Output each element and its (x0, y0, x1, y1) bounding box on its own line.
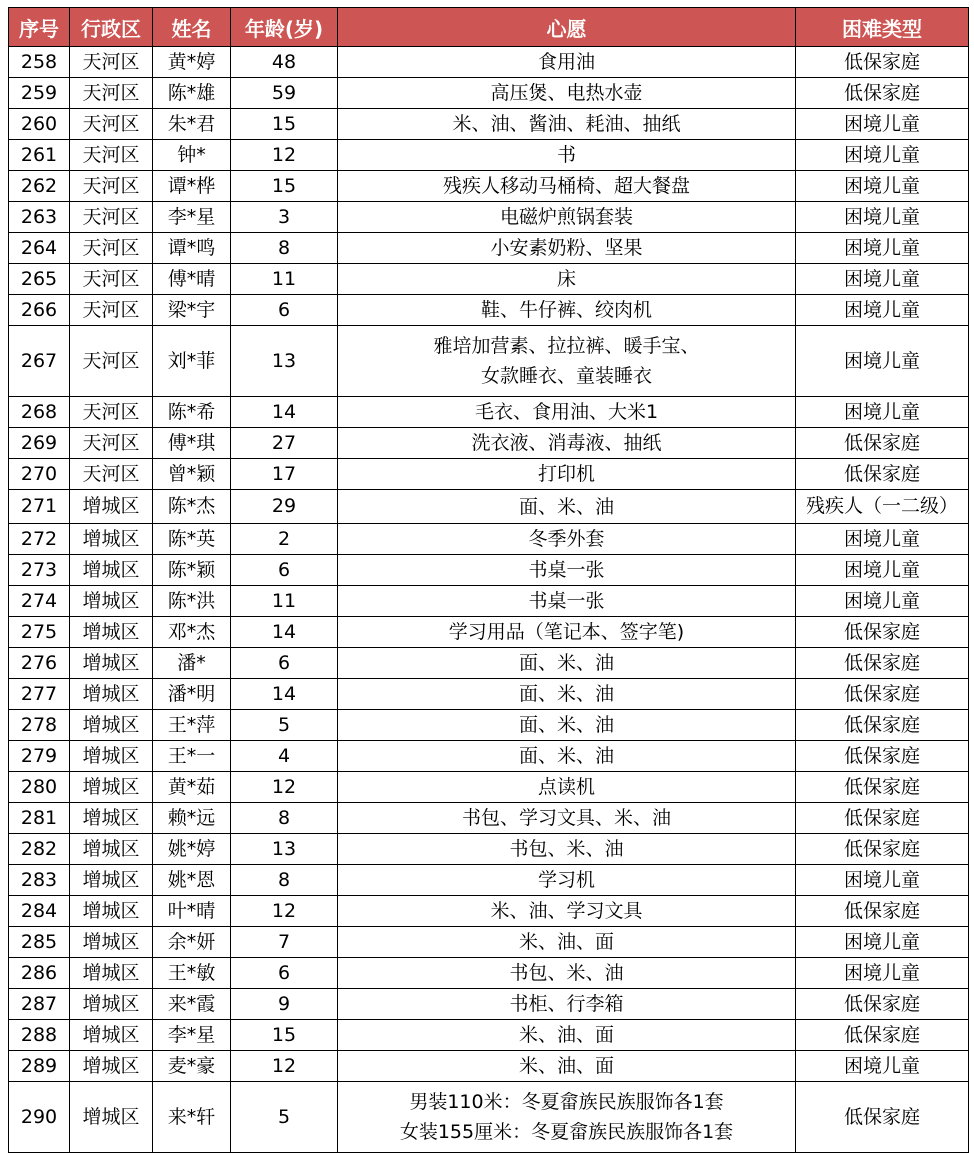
cell-wish (338, 865, 796, 896)
cell-wish (338, 109, 796, 140)
table-body (9, 47, 969, 1153)
wish-line: 米、油、面 (518, 1024, 614, 1046)
cell-no: 261 (9, 140, 70, 171)
cell-type: 低保家庭 (796, 648, 969, 679)
header-name: 姓名 (153, 8, 231, 47)
cell-wish (338, 772, 796, 803)
cell-district: 天河区 (70, 264, 153, 295)
cell-name: 傅*琪 (153, 428, 231, 459)
cell-district: 增城区 (70, 1051, 153, 1082)
cell-name: 梁*宇 (153, 295, 231, 326)
cell-district: 增城区 (70, 648, 153, 679)
cell-no: 287 (9, 989, 70, 1020)
wish-line: 点读机 (537, 776, 595, 798)
cell-wish (338, 459, 796, 490)
table-row (9, 233, 969, 264)
cell-age: 15 (231, 171, 338, 202)
cell-type: 困境儿童 (796, 326, 969, 397)
cell-age: 12 (231, 772, 338, 803)
cell-no: 282 (9, 834, 70, 865)
table-row (9, 326, 969, 397)
cell-type: 困境儿童 (796, 958, 969, 989)
header-age: 年龄(岁) (231, 8, 338, 47)
cell-age: 14 (231, 397, 338, 428)
wish-line: 书柜、行李箱 (509, 993, 624, 1015)
cell-district: 增城区 (70, 524, 153, 555)
cell-name: 潘* (153, 648, 231, 679)
cell-wish (338, 958, 796, 989)
cell-name: 姚*恩 (153, 865, 231, 896)
cell-type: 低保家庭 (796, 47, 969, 78)
wish-line: 电磁炉煎锅套装 (499, 206, 633, 228)
table-row (9, 1051, 969, 1082)
cell-wish (338, 989, 796, 1020)
cell-name: 黄*婷 (153, 47, 231, 78)
cell-name: 来*轩 (153, 1082, 231, 1153)
cell-no: 270 (9, 459, 70, 490)
cell-wish (338, 927, 796, 958)
cell-no: 263 (9, 202, 70, 233)
cell-name: 陈*杰 (153, 490, 231, 524)
cell-age: 15 (231, 109, 338, 140)
wish-line: 书包、米、油 (509, 838, 624, 860)
cell-district: 天河区 (70, 47, 153, 78)
table-row (9, 896, 969, 927)
cell-type: 困境儿童 (796, 171, 969, 202)
cell-type: 残疾人（一二级） (796, 490, 969, 524)
cell-type: 困境儿童 (796, 140, 969, 171)
cell-type: 低保家庭 (796, 772, 969, 803)
cell-wish (338, 264, 796, 295)
cell-no: 286 (9, 958, 70, 989)
cell-type: 困境儿童 (796, 202, 969, 233)
cell-type: 低保家庭 (796, 1082, 969, 1153)
table-row (9, 47, 969, 78)
cell-district: 增城区 (70, 1020, 153, 1051)
table-row (9, 78, 969, 109)
cell-wish (338, 490, 796, 524)
cell-age: 5 (231, 1082, 338, 1153)
cell-district: 增城区 (70, 741, 153, 772)
table-row (9, 109, 969, 140)
table-row (9, 741, 969, 772)
cell-type: 低保家庭 (796, 989, 969, 1020)
cell-no: 273 (9, 555, 70, 586)
wish-line: 残疾人移动马桶椅、超大餐盘 (442, 175, 690, 197)
cell-district: 天河区 (70, 459, 153, 490)
cell-no: 265 (9, 264, 70, 295)
cell-age: 6 (231, 555, 338, 586)
wish-line: 冬季外套 (528, 528, 605, 550)
cell-district: 增城区 (70, 490, 153, 524)
wish-line: 学习机 (537, 869, 595, 891)
cell-age: 59 (231, 78, 338, 109)
cell-wish (338, 1082, 796, 1153)
cell-wish (338, 710, 796, 741)
cell-age: 11 (231, 264, 338, 295)
cell-name: 姚*婷 (153, 834, 231, 865)
cell-wish (338, 397, 796, 428)
cell-district: 增城区 (70, 834, 153, 865)
cell-no: 281 (9, 803, 70, 834)
table-row (9, 679, 969, 710)
cell-type: 困境儿童 (796, 233, 969, 264)
cell-type: 低保家庭 (796, 679, 969, 710)
cell-wish (338, 47, 796, 78)
table-row (9, 648, 969, 679)
cell-wish (338, 140, 796, 171)
cell-age: 11 (231, 586, 338, 617)
cell-age: 15 (231, 1020, 338, 1051)
table-row (9, 171, 969, 202)
cell-district: 天河区 (70, 233, 153, 264)
cell-wish (338, 524, 796, 555)
cell-district: 天河区 (70, 202, 153, 233)
cell-age: 8 (231, 865, 338, 896)
cell-age: 12 (231, 1051, 338, 1082)
table-row (9, 524, 969, 555)
wish-line: 洗衣液、消毒液、抽纸 (471, 432, 662, 454)
cell-wish (338, 78, 796, 109)
wish-line: 书包、学习文具、米、油 (461, 807, 671, 829)
cell-district: 增城区 (70, 617, 153, 648)
cell-district: 天河区 (70, 397, 153, 428)
wish-line: 男装110米：冬夏畲族民族服饰各1套 (409, 1091, 724, 1113)
header-row (9, 8, 969, 47)
cell-type: 低保家庭 (796, 896, 969, 927)
cell-district: 增城区 (70, 865, 153, 896)
cell-district: 增城区 (70, 803, 153, 834)
table-row (9, 140, 969, 171)
cell-type: 低保家庭 (796, 459, 969, 490)
table-row (9, 295, 969, 326)
cell-type: 困境儿童 (796, 109, 969, 140)
header-wish: 心愿 (338, 8, 796, 47)
cell-no: 288 (9, 1020, 70, 1051)
cell-type: 低保家庭 (796, 1020, 969, 1051)
header-district: 行政区 (70, 8, 153, 47)
cell-district: 增城区 (70, 989, 153, 1020)
cell-wish (338, 741, 796, 772)
cell-age: 48 (231, 47, 338, 78)
cell-age: 7 (231, 927, 338, 958)
cell-name: 王*萍 (153, 710, 231, 741)
cell-type: 低保家庭 (796, 803, 969, 834)
cell-wish (338, 295, 796, 326)
cell-district: 天河区 (70, 109, 153, 140)
cell-wish (338, 803, 796, 834)
wish-line: 面、米、油 (518, 683, 614, 705)
wish-line: 床 (556, 268, 576, 290)
cell-name: 李*星 (153, 1020, 231, 1051)
table-row (9, 927, 969, 958)
table-row (9, 772, 969, 803)
cell-age: 5 (231, 710, 338, 741)
wish-line: 面、米、油 (518, 652, 614, 674)
table-row (9, 490, 969, 524)
cell-wish (338, 896, 796, 927)
cell-name: 朱*君 (153, 109, 231, 140)
wish-line: 书 (556, 144, 576, 166)
cell-type: 困境儿童 (796, 524, 969, 555)
cell-name: 陈*洪 (153, 586, 231, 617)
cell-name: 谭*桦 (153, 171, 231, 202)
cell-district: 增城区 (70, 958, 153, 989)
cell-name: 潘*明 (153, 679, 231, 710)
cell-no: 276 (9, 648, 70, 679)
cell-type: 困境儿童 (796, 865, 969, 896)
cell-district: 天河区 (70, 326, 153, 397)
cell-age: 14 (231, 617, 338, 648)
cell-age: 9 (231, 989, 338, 1020)
cell-age: 8 (231, 803, 338, 834)
wish-line: 面、米、油 (518, 495, 614, 518)
cell-name: 曾*颖 (153, 459, 231, 490)
cell-no: 279 (9, 741, 70, 772)
cell-age: 17 (231, 459, 338, 490)
table-row (9, 202, 969, 233)
cell-no: 271 (9, 490, 70, 524)
table-row (9, 958, 969, 989)
wish-line: 打印机 (537, 463, 595, 485)
cell-age: 14 (231, 679, 338, 710)
cell-type: 困境儿童 (796, 397, 969, 428)
header-type: 困难类型 (796, 8, 969, 47)
cell-wish (338, 679, 796, 710)
cell-age: 27 (231, 428, 338, 459)
cell-no: 290 (9, 1082, 70, 1153)
cell-no: 280 (9, 772, 70, 803)
cell-wish (338, 648, 796, 679)
wish-line: 毛衣、食用油、大米1 (474, 401, 659, 423)
wish-line: 食用油 (537, 51, 595, 73)
wish-line: 书包、米、油 (509, 962, 624, 984)
cell-no: 268 (9, 397, 70, 428)
cell-name: 黄*茹 (153, 772, 231, 803)
wish-line: 米、油、面 (518, 931, 614, 953)
cell-name: 来*霞 (153, 989, 231, 1020)
table-row (9, 397, 969, 428)
cell-wish (338, 171, 796, 202)
cell-no: 266 (9, 295, 70, 326)
wish-list-table (8, 7, 969, 1153)
cell-no: 289 (9, 1051, 70, 1082)
cell-name: 余*妍 (153, 927, 231, 958)
cell-no: 285 (9, 927, 70, 958)
cell-wish (338, 555, 796, 586)
cell-name: 李*星 (153, 202, 231, 233)
cell-type: 困境儿童 (796, 586, 969, 617)
cell-no: 258 (9, 47, 70, 78)
wish-line: 女款睡衣、童装睡衣 (480, 365, 652, 387)
cell-type: 困境儿童 (796, 295, 969, 326)
cell-no: 283 (9, 865, 70, 896)
cell-district: 增城区 (70, 555, 153, 586)
wish-line: 高压煲、电热水壶 (490, 82, 643, 104)
table-row (9, 989, 969, 1020)
cell-name: 谭*鸣 (153, 233, 231, 264)
wish-line: 女装155厘米：冬夏畲族民族服饰各1套 (399, 1121, 734, 1143)
cell-age: 12 (231, 896, 338, 927)
table-row (9, 428, 969, 459)
cell-type: 低保家庭 (796, 617, 969, 648)
wish-line: 书桌一张 (528, 559, 605, 581)
cell-no: 259 (9, 78, 70, 109)
table-row (9, 834, 969, 865)
cell-age: 8 (231, 233, 338, 264)
cell-type: 低保家庭 (796, 710, 969, 741)
wish-line: 米、油、学习文具 (490, 900, 643, 922)
wish-line: 雅培加营素、拉拉裤、暖手宝、 (433, 335, 700, 357)
cell-name: 陈*颖 (153, 555, 231, 586)
cell-name: 陈*英 (153, 524, 231, 555)
wish-line: 米、油、酱油、耗油、抽纸 (452, 113, 681, 135)
wish-line: 面、米、油 (518, 745, 614, 767)
cell-type: 困境儿童 (796, 555, 969, 586)
cell-district: 增城区 (70, 896, 153, 927)
wish-line: 鞋、牛仔裤、绞肉机 (480, 299, 652, 321)
cell-age: 6 (231, 295, 338, 326)
cell-district: 增城区 (70, 1082, 153, 1153)
cell-type: 低保家庭 (796, 78, 969, 109)
wish-line: 米、油、面 (518, 1055, 614, 1077)
cell-age: 3 (231, 202, 338, 233)
cell-district: 增城区 (70, 586, 153, 617)
cell-name: 钟* (153, 140, 231, 171)
cell-name: 刘*菲 (153, 326, 231, 397)
cell-district: 天河区 (70, 140, 153, 171)
cell-wish (338, 1020, 796, 1051)
cell-no: 269 (9, 428, 70, 459)
cell-name: 麦*豪 (153, 1051, 231, 1082)
cell-age: 4 (231, 741, 338, 772)
cell-type: 困境儿童 (796, 927, 969, 958)
cell-district: 天河区 (70, 295, 153, 326)
cell-name: 赖*远 (153, 803, 231, 834)
table-row (9, 555, 969, 586)
cell-name: 邓*杰 (153, 617, 231, 648)
cell-no: 284 (9, 896, 70, 927)
wish-line: 书桌一张 (528, 590, 605, 612)
cell-no: 267 (9, 326, 70, 397)
cell-age: 6 (231, 958, 338, 989)
cell-no: 264 (9, 233, 70, 264)
wish-line: 小安素奶粉、坚果 (490, 237, 643, 259)
cell-name: 叶*晴 (153, 896, 231, 927)
cell-district: 天河区 (70, 78, 153, 109)
cell-name: 陈*雄 (153, 78, 231, 109)
cell-type: 低保家庭 (796, 741, 969, 772)
cell-district: 增城区 (70, 772, 153, 803)
table-row (9, 865, 969, 896)
cell-district: 天河区 (70, 171, 153, 202)
table-row (9, 803, 969, 834)
table-row (9, 586, 969, 617)
cell-type: 困境儿童 (796, 264, 969, 295)
cell-no: 274 (9, 586, 70, 617)
cell-wish (338, 428, 796, 459)
table-row (9, 617, 969, 648)
cell-age: 29 (231, 490, 338, 524)
cell-wish (338, 586, 796, 617)
table-row (9, 264, 969, 295)
cell-district: 天河区 (70, 428, 153, 459)
cell-wish (338, 326, 796, 397)
table-row (9, 1020, 969, 1051)
cell-district: 增城区 (70, 710, 153, 741)
cell-no: 260 (9, 109, 70, 140)
cell-wish (338, 834, 796, 865)
cell-age: 13 (231, 834, 338, 865)
cell-wish (338, 202, 796, 233)
cell-age: 12 (231, 140, 338, 171)
cell-name: 陈*希 (153, 397, 231, 428)
cell-district: 增城区 (70, 927, 153, 958)
cell-no: 277 (9, 679, 70, 710)
cell-no: 262 (9, 171, 70, 202)
cell-age: 6 (231, 648, 338, 679)
cell-type: 低保家庭 (796, 834, 969, 865)
cell-no: 278 (9, 710, 70, 741)
cell-name: 王*敏 (153, 958, 231, 989)
table-row (9, 710, 969, 741)
header-no: 序号 (9, 8, 70, 47)
cell-name: 傅*晴 (153, 264, 231, 295)
table-row (9, 459, 969, 490)
cell-wish (338, 617, 796, 648)
wish-line: 学习用品（笔记本、签字笔) (448, 621, 685, 643)
cell-district: 增城区 (70, 679, 153, 710)
cell-name: 王*一 (153, 741, 231, 772)
cell-wish (338, 1051, 796, 1082)
table-row (9, 1082, 969, 1153)
cell-type: 低保家庭 (796, 428, 969, 459)
cell-age: 13 (231, 326, 338, 397)
wish-line: 面、米、油 (518, 714, 614, 736)
cell-no: 272 (9, 524, 70, 555)
cell-wish (338, 233, 796, 264)
cell-no: 275 (9, 617, 70, 648)
cell-type: 困境儿童 (796, 1051, 969, 1082)
cell-age: 2 (231, 524, 338, 555)
